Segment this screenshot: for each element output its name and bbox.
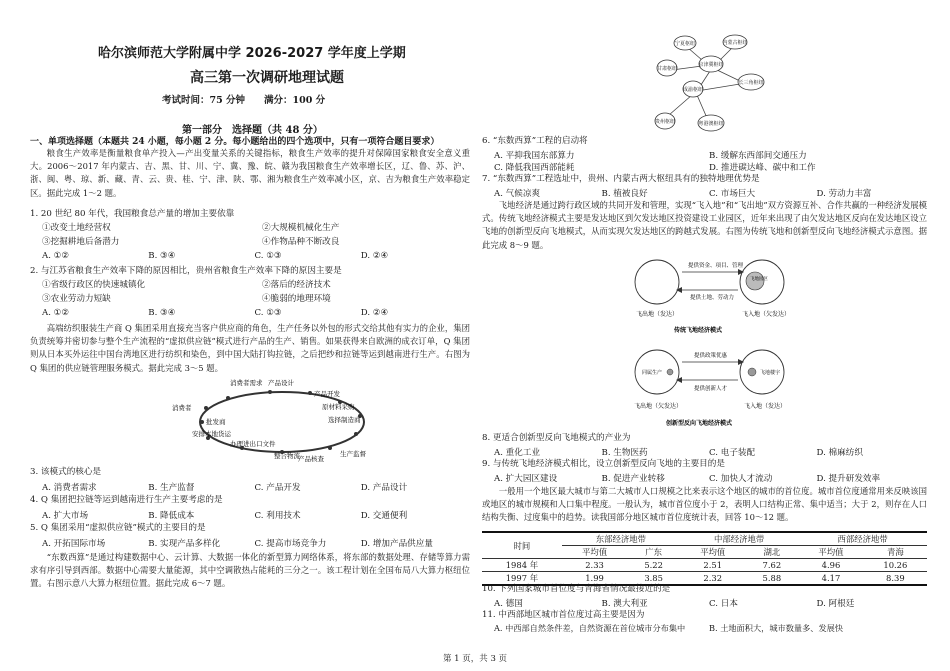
table-subhead: 平均值 xyxy=(798,546,864,559)
q5-options xyxy=(42,537,467,549)
fig2-right-inner: 飞地楼宇 xyxy=(760,370,781,376)
supply-chain-diagram xyxy=(170,376,400,466)
question-10: 10. 下列国家城市首位度与青海省情况最接近的是 xyxy=(482,584,671,594)
q5-option-c[interactable]: C. 提高市场竞争力 xyxy=(254,539,327,549)
question-9: 9. 与传统飞地经济模式相比，设立创新型反向飞地的主要目的是 xyxy=(482,459,725,469)
q8-option-a[interactable]: A. 重化工业 xyxy=(494,448,541,458)
q6-options-row2 xyxy=(494,161,924,173)
table-cell: 5.88 xyxy=(746,572,799,586)
fig2-left-inner: 同属生产 xyxy=(642,370,663,376)
q11-option-b[interactable]: B. 土地面积大，城市数量多、发展快 xyxy=(709,623,844,633)
diagram-label-import-export: 办理进出口文件 xyxy=(230,440,276,448)
q8-option-b[interactable]: B. 生物医药 xyxy=(601,448,648,458)
fig1-caption: 传统飞地经济模式 xyxy=(674,327,723,334)
q2-option-b[interactable]: B. ③④ xyxy=(148,308,176,318)
diagram-label-production-supervision: 生产监督 xyxy=(340,450,366,458)
q1-option-d[interactable]: D. ②④ xyxy=(360,251,389,261)
reverse-enclave-figure xyxy=(632,340,802,432)
q1-statement-4: ④作物品种不断改良 xyxy=(262,237,340,247)
diagram-label-wholesaler: 批发商 xyxy=(206,418,226,426)
section-heading: 一、单项选择题（本题共 24 小题，每小题 2 分。每小题给出的四个选项中，只有一项符合题目要求） xyxy=(30,137,440,147)
q2-option-a[interactable]: A. ①② xyxy=(42,308,70,318)
q2-statement-3: ③农业劳动力短缺 xyxy=(42,294,111,304)
passage-enclave-economy: 飞地经济是通过跨行政区域的共同开发和管理，实现“飞入地”和“飞出地”双方资源互补、合作共赢的一种经济发展模式。传统飞地经济模式主要是发达地区到欠发达地区投资建设工业园区，近年来出现了由欠发达地区反向在发达地区设立飞地的创新型反向飞地模式，从而实现欠发达地区的跨越式发展。右图为传统飞地和创新型反向飞地经济模式示意图。据此完成 8～9 题。 xyxy=(482,200,927,250)
diagram-label-consumer-demand: 消费者需求 xyxy=(230,379,263,387)
q11-options xyxy=(494,623,924,634)
fig1-arrow-bottom: 提供土地、劳动力 xyxy=(690,295,735,301)
q10-options xyxy=(494,597,924,609)
q5-option-a[interactable]: A. 开拓国际市场 xyxy=(42,539,106,549)
fig2-right-label: 飞入地（发达） xyxy=(744,403,787,410)
question-5: 5. Q 集团采用“虚拟供应链”模式的主要目的是 xyxy=(30,523,206,533)
fig1-arrow-top: 提供资金、项目、管理 xyxy=(688,263,744,269)
q10-option-b[interactable]: B. 澳大利亚 xyxy=(601,599,648,609)
table-header-west: 西部经济地带 xyxy=(798,532,927,546)
table-subhead: 青海 xyxy=(864,546,927,559)
q4-option-c[interactable]: C. 利用技术 xyxy=(254,511,301,521)
table-cell: 1.99 xyxy=(562,572,628,586)
table-subhead: 广东 xyxy=(627,546,680,559)
table-cell: 2.33 xyxy=(562,559,628,572)
fig2-left-label: 飞出地（欠发达） xyxy=(634,403,683,410)
fig1-left-label: 飞出地（发达） xyxy=(636,311,679,318)
q1-option-b[interactable]: B. ③④ xyxy=(148,251,176,261)
q9-option-d[interactable]: D. 提升研发效率 xyxy=(816,474,881,484)
q6-option-c[interactable]: C. 降低我国西部能耗 xyxy=(494,163,575,173)
question-8: 8. 更适合创新型反向飞地模式的产业为 xyxy=(482,433,631,443)
page-footer: 第 1 页，共 3 页 xyxy=(442,654,508,664)
table-header-east: 东部经济地带 xyxy=(562,532,680,546)
q1-options xyxy=(42,251,467,261)
fig2-arrow-bottom: 提供创新人才 xyxy=(694,386,728,392)
part-heading: 第一部分 选择题（共 48 分） xyxy=(182,125,323,136)
passage-grain: 粮食生产效率是衡量粮食单产投入—产出变量关系的关键指标，粮食生产效率的提升对保障国家粮食安全意义重大。2006～2017 年内蒙古、吉、黑、甘、川、宁、冀、豫、皖、赣为我国粮食生产效率增长区，辽、鲁、苏、沪、浙、闽、粤、琼、新、藏、青、云、贵、桂、宁、津、陕、鄂、湘为粮食生产效率减小区，京、吉为粮食生产效率稳定区。据此完成 1～2 题。 xyxy=(30,148,470,198)
table-cell: 2.32 xyxy=(680,572,746,586)
table-row xyxy=(482,572,927,586)
diagram-label-logistics: 整合物流 xyxy=(274,452,300,460)
passage-q-group: 高端纺织服装生产商 Q 集团采用直接充当客户供应商的角色，生产任务以外包的形式交给其他有实力的企业，集团负责统筹并密切参与整个生产流程的“虚拟供应链”模式进行产品的生产、销售。如果获得来自欧洲的成衣订单，Q 集团则从日本买外运往中国台湾地区进行纺织和染色，到中国大陆打钩拉链，之后把纱和拉链等运到越南进行生产。右图为 Q 集团的供应链管理服务模式。据此完成 3～5 题。 xyxy=(30,323,470,373)
table-subhead: 平均值 xyxy=(562,546,628,559)
q2-statement-2: ②落后的经济技术 xyxy=(262,280,331,290)
q4-option-b[interactable]: B. 降低成本 xyxy=(148,511,195,521)
node-gansu: 甘肃枢纽 xyxy=(656,66,678,72)
q7-option-d[interactable]: D. 劳动力丰富 xyxy=(816,189,872,199)
q10-option-a[interactable]: A. 德国 xyxy=(494,599,523,609)
fig1-enclave-label: 飞地园区 xyxy=(750,277,768,282)
passage-city-primacy: 一般用一个地区最大城市与第二大城市人口规模之比来表示这个地区的城市的首位度。城市首位度通常用来反映该国或地区的城市规模和人口集中程度。一般认为，城市首位度小于 2，表明人口结构正常、集中适当；大于 2，则存在人口结构失衡、过度集中的趋势。读我国部分地区城市首位度统计表，回答 10～12 题。 xyxy=(482,486,927,523)
table-cell: 4.17 xyxy=(798,572,864,586)
q1-statement-2: ②大规模机械化生产 xyxy=(262,223,340,233)
q1-statement-1: ①改变土地经营权 xyxy=(42,223,111,233)
fig1-right-label: 飞入地（欠发达） xyxy=(742,311,791,318)
q8-option-c[interactable]: C. 电子装配 xyxy=(709,448,756,458)
exam-time-line: 考试时间：75 分钟 满分：100 分 xyxy=(162,95,326,106)
table-cell: 5.22 xyxy=(627,559,680,572)
diagram-label-material-purchase: 原材料采购 xyxy=(322,403,355,411)
table-cell: 4.96 xyxy=(798,559,864,572)
exam-title: 高三第一次调研地理试题 xyxy=(190,70,344,86)
q7-option-a[interactable]: A. 气候凉爽 xyxy=(494,189,541,199)
q2-statement-4: ④脆弱的地理环境 xyxy=(262,294,331,304)
diagram-label-local-freight: 安排本地货运 xyxy=(192,430,231,438)
primacy-table xyxy=(482,531,927,586)
node-inner-mongolia: 内蒙古枢纽 xyxy=(722,40,748,46)
q6-option-a[interactable]: A. 平抑我国东部算力 xyxy=(494,151,575,161)
node-chengyu: 成渝枢纽 xyxy=(682,87,704,93)
q11-option-a[interactable]: A. 中西部自然条件差，自然资源在首位城市分布集中 xyxy=(494,623,686,633)
table-subhead: 湖北 xyxy=(746,546,799,559)
table-row xyxy=(482,559,927,572)
q10-option-c[interactable]: C. 日本 xyxy=(709,599,738,609)
q8-option-d[interactable]: D. 棉麻纺织 xyxy=(816,448,863,458)
q1-option-a[interactable]: A. ①② xyxy=(42,251,70,261)
question-6: 6. “东数西算”工程的启动将 xyxy=(482,136,588,146)
q3-option-b[interactable]: B. 生产监督 xyxy=(148,483,195,493)
table-cell-year: 1984 年 xyxy=(482,559,562,572)
q4-option-a[interactable]: A. 扩大市场 xyxy=(42,511,89,521)
q9-options xyxy=(494,472,924,484)
diagram-label-product-check: 产品核查 xyxy=(298,455,324,463)
q2-options xyxy=(42,308,467,318)
passage-east-west-computing: “东数西算”是通过构建数据中心、云计算、大数据一体化的新型算力网络体系，将东部的数据处理、存储等算力需求有序引导到西部。数据中心需要大量能源，其中空调散热占能耗的三分之一。该工程计划在全国布局八大算力枢纽位置。右图示意八大算力枢纽位置。据此完成 6～7 题。 xyxy=(30,552,470,589)
q5-option-d[interactable]: D. 增加产品供应量 xyxy=(360,539,433,549)
q3-option-d[interactable]: D. 产品设计 xyxy=(360,483,408,493)
q7-option-b[interactable]: B. 植被良好 xyxy=(601,189,648,199)
q3-option-a[interactable]: A. 消费者需求 xyxy=(42,483,97,493)
diagram-label-consumer: 消费者 xyxy=(172,404,192,412)
table-header-central: 中部经济地带 xyxy=(680,532,798,546)
table-cell: 3.85 xyxy=(627,572,680,586)
q6-option-b[interactable]: B. 缓解东西部间交通压力 xyxy=(709,151,807,161)
hub-network-diagram xyxy=(647,33,777,133)
diagram-label-product-design: 产品设计 xyxy=(268,379,294,387)
q4-options xyxy=(42,509,467,521)
diagram-label-choose-manufacturer: 选择制造商 xyxy=(328,416,361,424)
node-ningxia: 宁夏枢纽 xyxy=(674,41,696,47)
diagram-label-product-development: 产品开发 xyxy=(314,390,340,398)
question-1: 1. 20 世纪 80 年代，我国粮食总产量的增加主要依靠 xyxy=(30,209,235,219)
q2-statement-1: ①省级行政区的快速城镇化 xyxy=(42,280,146,290)
table-subhead: 平均值 xyxy=(680,546,746,559)
school-title: 哈尔滨师范大学附属中学 2026-2027 学年度上学期 xyxy=(98,46,406,61)
traditional-enclave-figure xyxy=(632,252,802,338)
q3-options xyxy=(42,481,467,493)
fig2-caption: 创新型反向飞地经济模式 xyxy=(666,420,733,427)
q2-option-d[interactable]: D. ②④ xyxy=(360,308,389,318)
q9-option-b[interactable]: B. 促进产业转移 xyxy=(601,474,665,484)
fig2-arrow-top: 提供政策优惠 xyxy=(694,353,728,359)
q10-option-d[interactable]: D. 阿根廷 xyxy=(816,599,855,609)
node-guangdong-hk-macau: 粤港澳枢纽 xyxy=(698,121,724,127)
q4-option-d[interactable]: D. 交通便利 xyxy=(360,511,408,521)
table-cell-year: 1997 年 xyxy=(482,572,562,586)
question-2: 2. 与江苏省粮食生产效率下降的原因相比，贵州省粮食生产效率下降的原因主要是 xyxy=(30,266,342,276)
node-yangtze-delta: 长三角枢纽 xyxy=(738,80,764,86)
table-cell: 2.51 xyxy=(680,559,746,572)
table-header-time: 时间 xyxy=(482,532,562,559)
q9-option-a[interactable]: A. 扩大园区建设 xyxy=(494,474,558,484)
question-4: 4. Q 集团把拉链等运到越南进行生产主要考虑的是 xyxy=(30,495,223,505)
table-cell: 8.39 xyxy=(864,572,927,586)
q1-statement-3: ③挖掘耕地后备潜力 xyxy=(42,237,120,247)
question-7: 7. “东数西算”工程选址中，贵州、内蒙古两大枢纽具有的独特地理优势是 xyxy=(482,174,760,184)
q8-options xyxy=(494,446,924,458)
node-guizhou: 贵州枢纽 xyxy=(654,119,676,125)
q7-options xyxy=(494,187,924,199)
q6-option-d[interactable]: D. 推进碳达峰、碳中和工作 xyxy=(709,163,816,173)
q1-option-c[interactable]: C. ①③ xyxy=(254,251,282,261)
table-cell: 7.62 xyxy=(746,559,799,572)
question-3: 3. 该模式的核心是 xyxy=(30,467,102,477)
table-cell: 10.26 xyxy=(864,559,927,572)
q2-option-c[interactable]: C. ①③ xyxy=(254,308,282,318)
q7-option-c[interactable]: C. 市场巨大 xyxy=(709,189,756,199)
q5-option-b[interactable]: B. 实现产品多样化 xyxy=(148,539,221,549)
q9-option-c[interactable]: C. 加快人才流动 xyxy=(709,474,773,484)
q3-option-c[interactable]: C. 产品开发 xyxy=(254,483,301,493)
question-11: 11. 中西部地区城市首位度过高主要是因为 xyxy=(482,610,645,620)
node-jingjinji: 京津冀枢纽 xyxy=(698,62,724,68)
q6-options-row1 xyxy=(494,149,924,161)
